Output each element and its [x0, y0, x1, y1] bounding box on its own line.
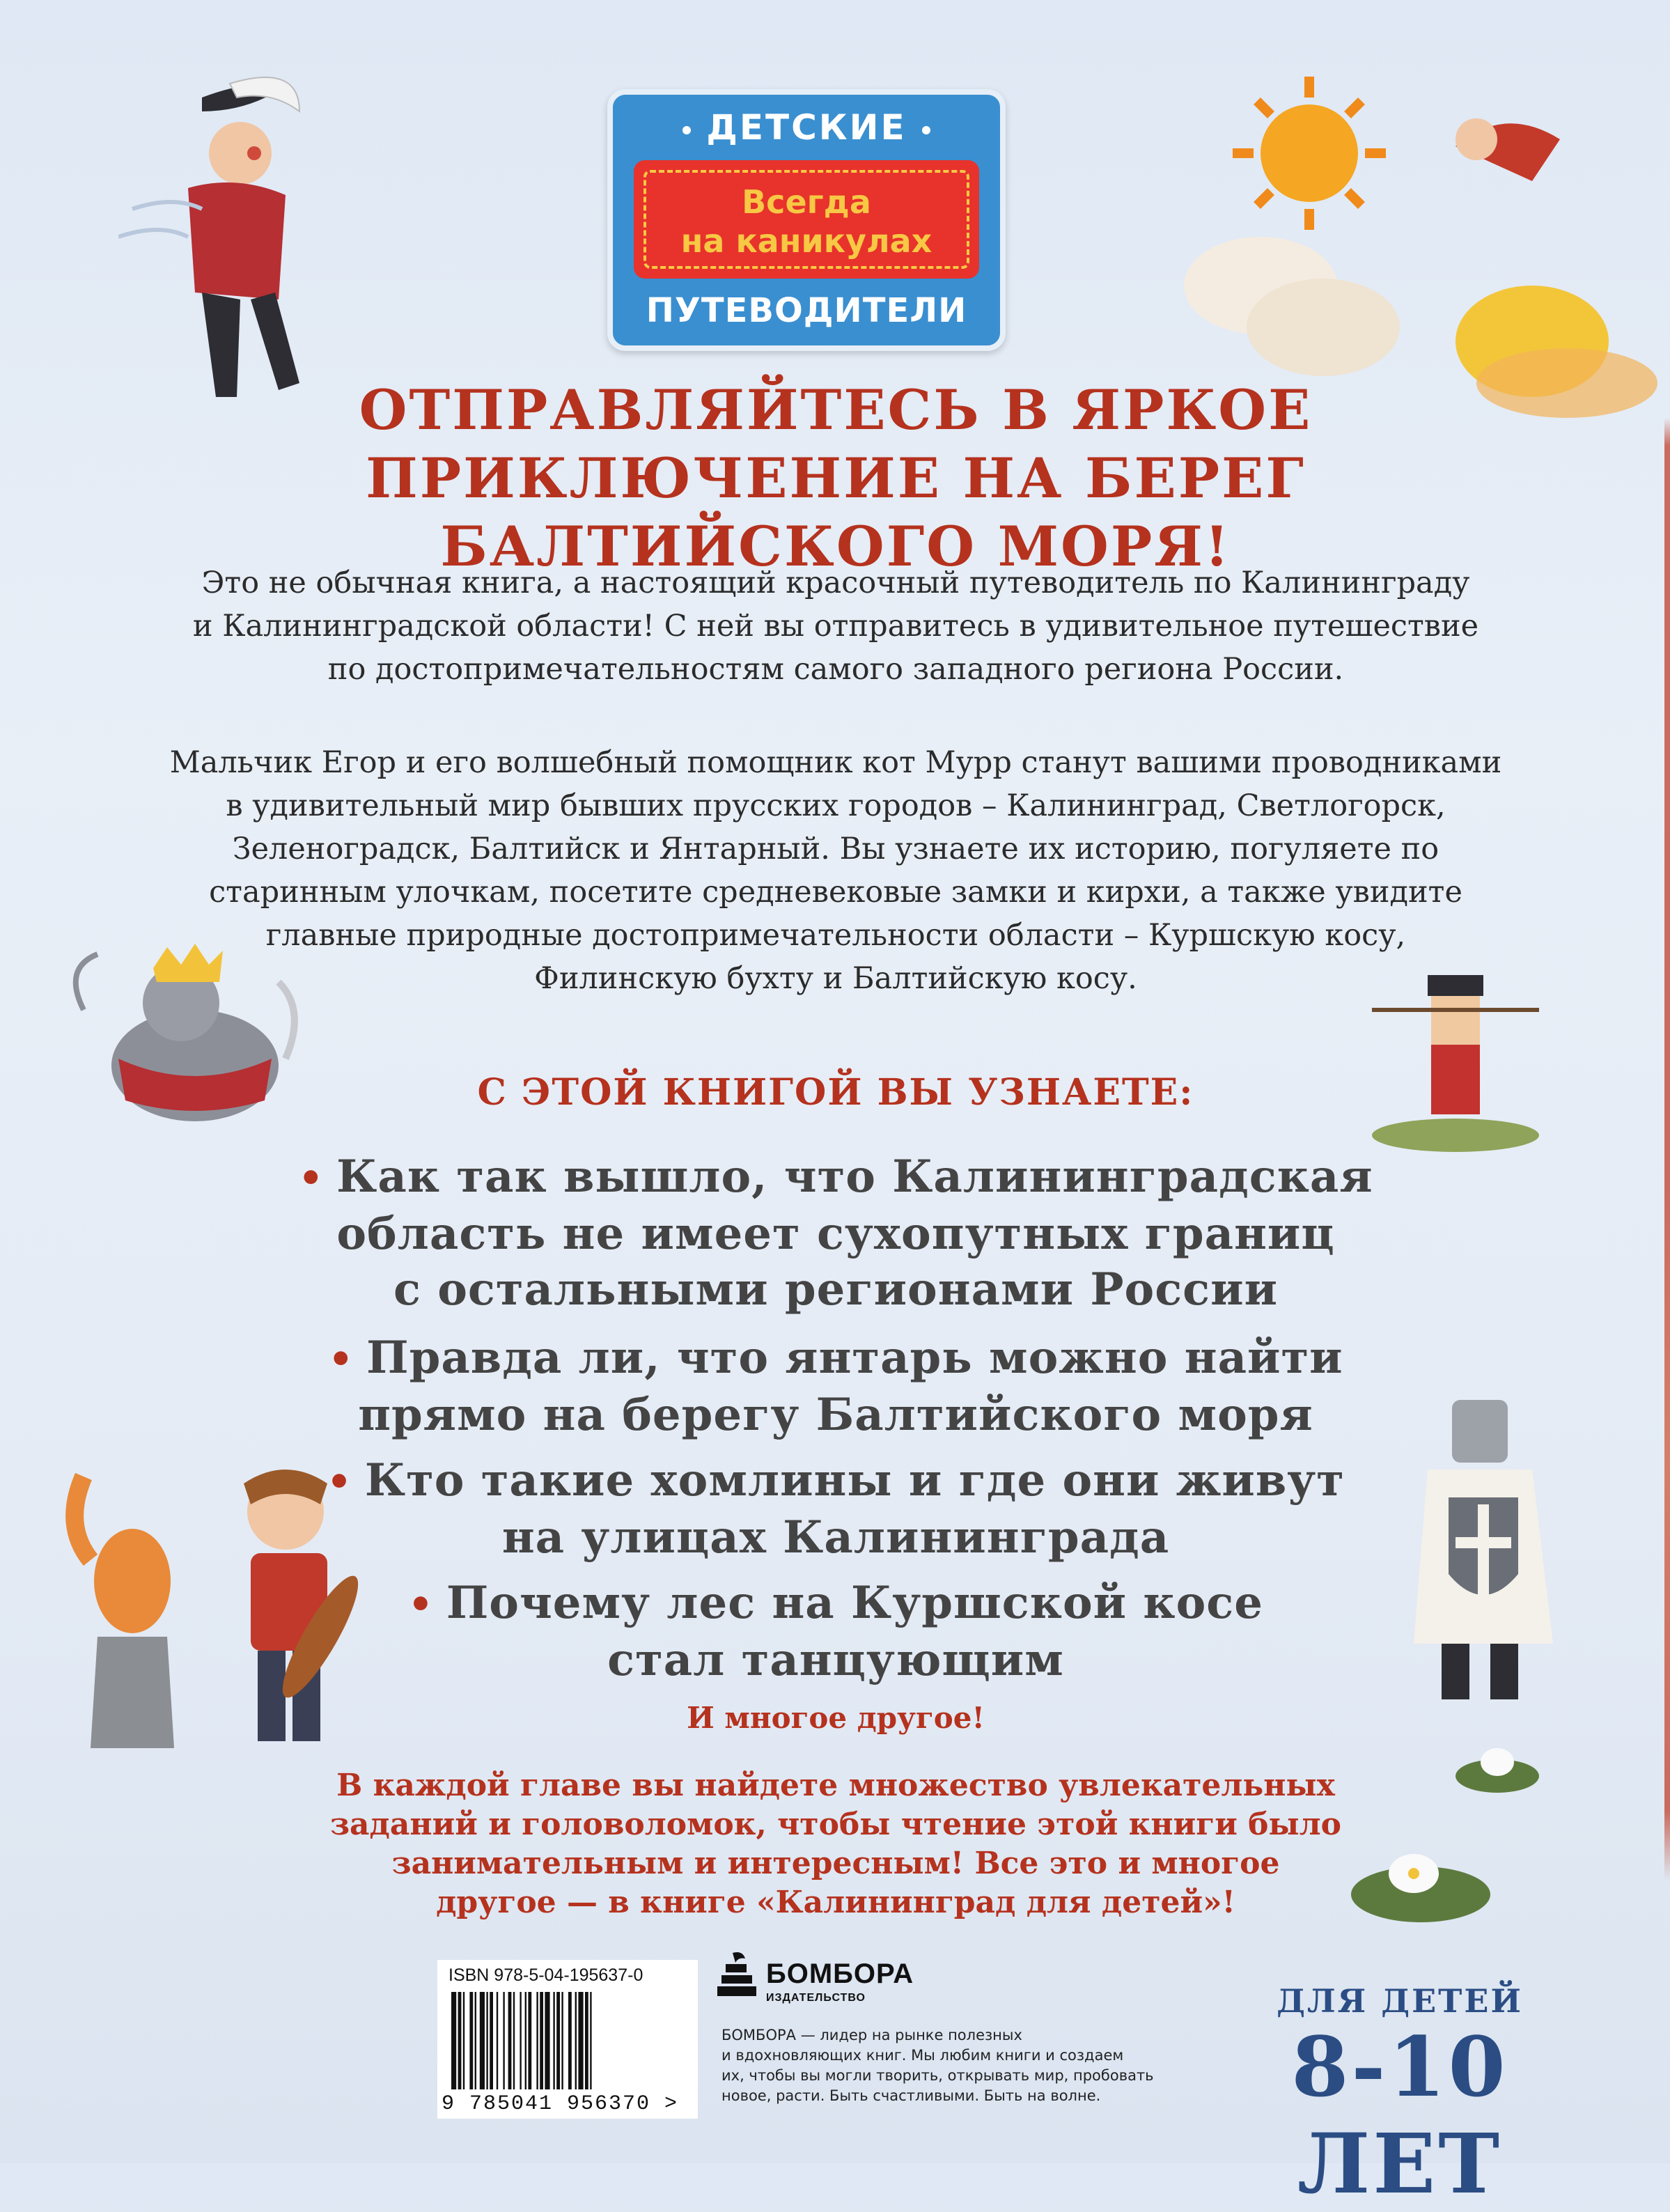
barcode-bar	[568, 1992, 572, 2089]
publisher-line2: и вдохновляющих книг. Мы любим книги и создаем	[721, 2047, 1124, 2064]
barcode-bar	[463, 1992, 465, 2089]
learn-heading: С ЭТОЙ КНИГОЙ ВЫ УЗНАЕТЕ:	[477, 1071, 1194, 1114]
closing-line3: занимательным и интересным! Все это и многое	[391, 1846, 1280, 1881]
fact-1-line1	[174, 1149, 1497, 1206]
headline	[209, 376, 1462, 581]
age-label: ДЛЯ ДЕТЕЙ	[1277, 1982, 1523, 2020]
barcode-bar	[536, 1992, 538, 2089]
barcode-bar	[475, 1992, 476, 2089]
badge-red-inner	[643, 170, 969, 269]
fact-3-line2: на улицах Калининграда	[501, 1511, 1170, 1564]
fact-item	[174, 1149, 1497, 1318]
bullet-icon: •	[408, 1582, 434, 1628]
fact-3-line1	[174, 1453, 1497, 1510]
barcode-bar	[490, 1992, 493, 2089]
barcode-bar	[486, 1992, 487, 2089]
description-line3: Зеленоградск, Балтийск и Янтарный. Вы узнаете их историю, погуляете по	[232, 832, 1439, 866]
age-range: 8-10 ЛЕТ	[1291, 2018, 1508, 2212]
publisher-line4: новое, расти. Быть счастливыми. Быть на волне.	[721, 2087, 1101, 2104]
fact-2-line2: прямо на берегу Балтийского моря	[358, 1389, 1313, 1441]
closing-line4: другое — в книге «Калининград для детей»!	[436, 1885, 1235, 1920]
barcode-bar	[520, 1992, 521, 2089]
and-more-text: И многое другое!	[687, 1701, 985, 1735]
fact-1-text1: Как так вышло, что Калининградская	[336, 1151, 1373, 1203]
publisher-mark-icon	[717, 1950, 759, 2006]
barcode-bar	[451, 1992, 456, 2089]
fact-2-line1	[174, 1330, 1497, 1387]
fact-item	[174, 1575, 1497, 1688]
description-paragraph	[104, 741, 1567, 1000]
headline-line1: ОТПРАВЛЯЙТЕСЬ В ЯРКОЕ	[359, 377, 1313, 442]
dot-icon	[922, 126, 930, 134]
barcode-bar	[540, 1992, 543, 2089]
barcode-bar	[458, 1992, 462, 2089]
fact-3-text1: Кто такие хомлины и где они живут	[364, 1454, 1345, 1506]
barcode-bar	[553, 1992, 554, 2089]
intro-line3: по достопримечательностям самого западного региона России.	[327, 652, 1344, 687]
barcode-bar	[556, 1992, 560, 2089]
barcode-bar	[513, 1992, 515, 2089]
fact-4-line2: стал танцующим	[607, 1634, 1064, 1686]
barcode-bar	[497, 1992, 498, 2089]
publisher-name: БОМБОРА	[766, 1958, 914, 1989]
barcode-bar	[590, 1992, 591, 2089]
barcode-bar	[508, 1992, 512, 2089]
badge-middle-line2: на каникулах	[680, 222, 932, 260]
barcode-bar	[585, 1992, 588, 2089]
intro-line2: и Калининградской области! С ней вы отправитесь в удивительное путешествие	[192, 609, 1479, 644]
barcode-bar	[480, 1992, 485, 2089]
barcode-bar	[545, 1992, 549, 2089]
dot-icon	[682, 126, 691, 134]
publisher-description	[721, 2025, 1167, 2106]
fact-item	[174, 1330, 1497, 1443]
publisher-line3: их, чтобы вы могли творить, открывать мир, пробовать	[721, 2067, 1154, 2084]
barcode-bars-icon	[451, 1992, 685, 2089]
barcode-bar	[525, 1992, 526, 2089]
bullet-icon: •	[298, 1155, 325, 1201]
description-line2: в удивительный мир бывших прусских городов – Калининград, Светлогорск,	[226, 788, 1446, 823]
badge-top-row	[613, 107, 1000, 148]
intro-line1: Это не обычная книга, а настоящий красочный путеводитель по Калининграду	[201, 566, 1470, 600]
badge-bottom-text: ПУТЕВОДИТЕЛИ	[646, 291, 967, 330]
series-badge	[607, 89, 1006, 351]
barcode-bar	[578, 1992, 583, 2089]
barcode-bar	[528, 1992, 531, 2089]
barcode	[437, 1960, 698, 2119]
barcode-bar	[469, 1992, 473, 2089]
barcode-bar	[561, 1992, 563, 2089]
barcode-digits: 9 785041 956370 >	[442, 2092, 679, 2116]
barcode-bar	[503, 1992, 504, 2089]
description-line6: Филинскую бухту и Балтийскую косу.	[534, 961, 1137, 996]
fact-1-line2: область не имеет сухопутных границ	[336, 1208, 1335, 1260]
fact-1-line3: с остальными регионами России	[393, 1263, 1279, 1316]
badge-red-panel	[634, 160, 979, 279]
description-line4: старинным улочкам, посетите средневековые замки и кирхи, а также увидите	[209, 875, 1462, 910]
bullet-icon: •	[328, 1337, 354, 1382]
closing-line1: В каждой главе вы найдете множество увлекательных	[336, 1768, 1335, 1803]
publisher-subtitle: ИЗДАТЕЛЬСТВО	[766, 1992, 866, 2004]
publisher-logo	[717, 1950, 914, 2009]
badge-middle-line1: Всегда	[742, 183, 871, 221]
barcode-bar	[575, 1992, 577, 2089]
publisher-line1: БОМБОРА — лидер на рынке полезных	[721, 2027, 1022, 2043]
badge-top-text: ДЕТСКИЕ	[706, 107, 907, 148]
isbn-text: ISBN 978-5-04-195637-0	[448, 1965, 643, 1985]
closing-line2: заданий и головоломок, чтобы чтение этой книги было	[329, 1807, 1342, 1842]
headline-line2: ПРИКЛЮЧЕНИЕ НА БЕРЕГ	[366, 446, 1306, 511]
fact-2-text1: Правда ли, что янтарь можно найти	[366, 1332, 1343, 1384]
closing-paragraph	[209, 1766, 1462, 1922]
description-line1: Мальчик Егор и его волшебный помощник кот Мурр станут вашими проводниками	[169, 745, 1502, 780]
fact-item	[174, 1453, 1497, 1566]
fact-4-text1: Почему лес на Куршской косе	[446, 1577, 1263, 1629]
intro-paragraph	[104, 561, 1567, 691]
headline-line3: БАЛТИЙСКОГО МОРЯ!	[440, 514, 1231, 579]
fact-4-line1	[174, 1575, 1497, 1633]
description-line5: главные природные достопримечательности области – Куршскую косу,	[265, 918, 1406, 953]
bullet-icon: •	[327, 1459, 352, 1505]
